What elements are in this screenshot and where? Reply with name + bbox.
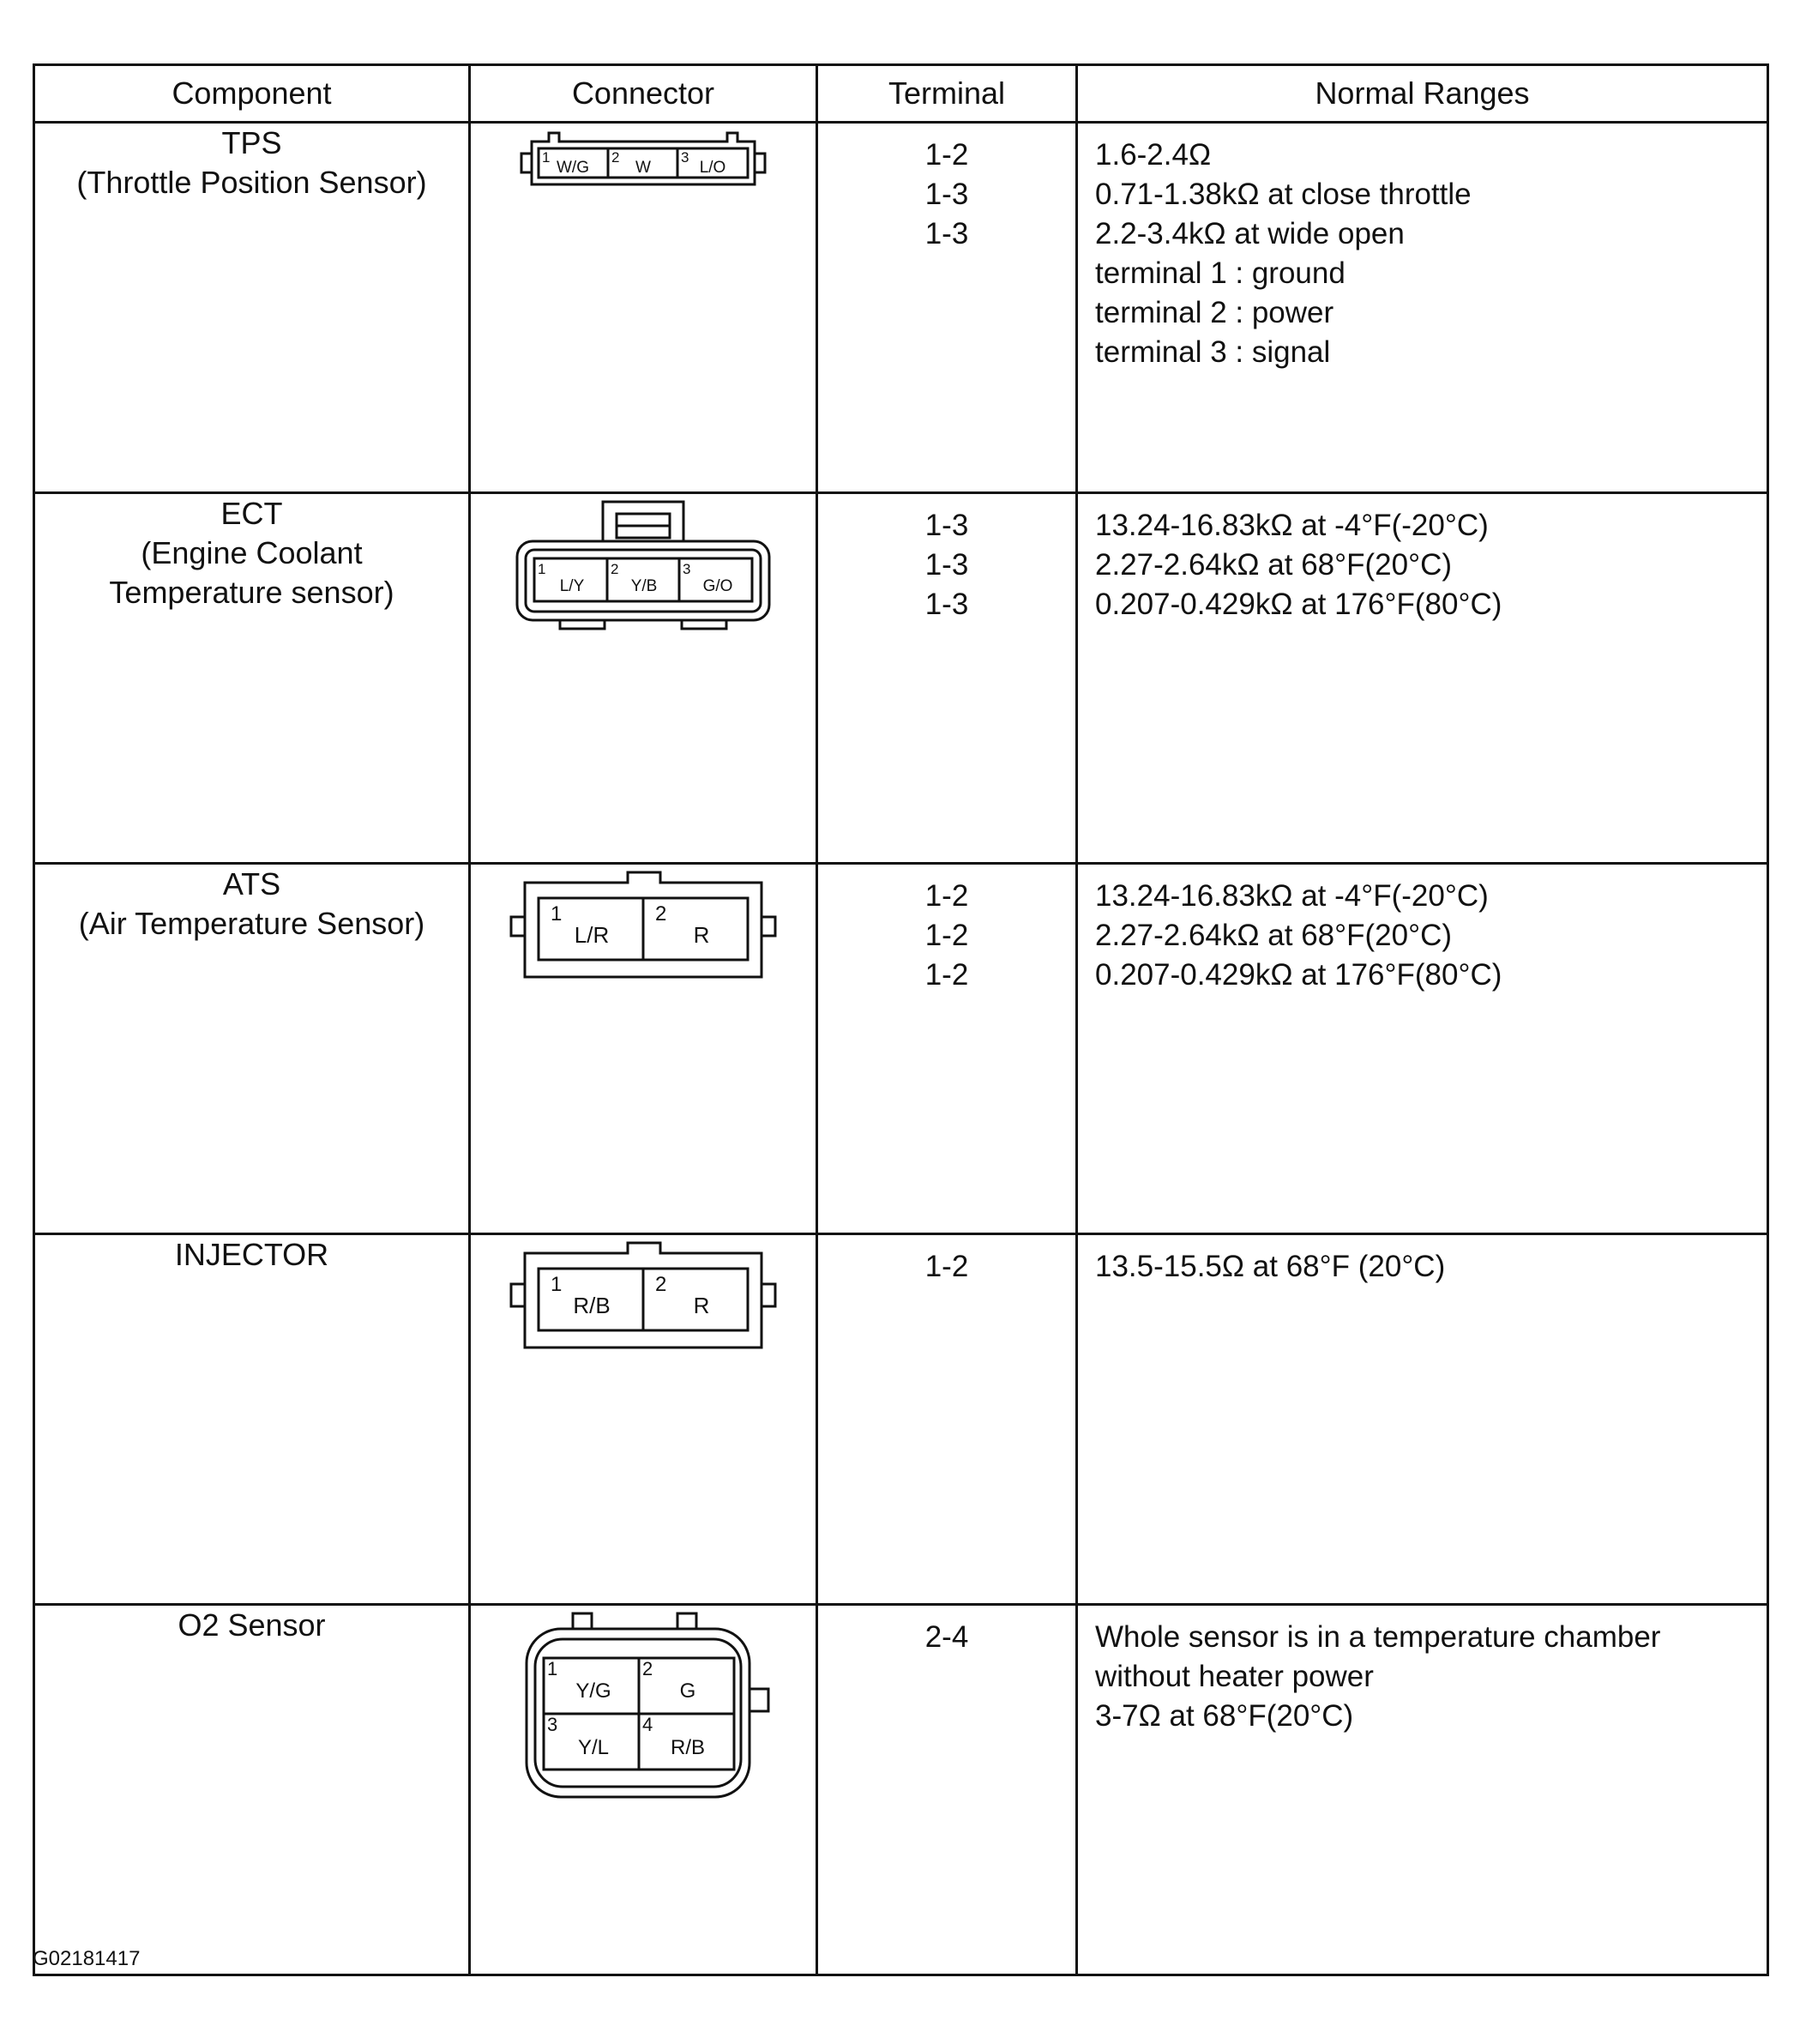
header-terminal: Terminal xyxy=(817,65,1077,123)
terminal-value: 1-3 xyxy=(924,548,969,582)
pin-number: 2 xyxy=(655,1273,667,1296)
pin-wire: R xyxy=(693,922,710,948)
range-line: 2.27-2.64kΩ at 68°F(20°C) xyxy=(1095,919,1453,952)
range-line: terminal 1 : ground xyxy=(1095,256,1345,290)
tps-connector-diagram xyxy=(515,124,772,202)
terminal-value: 1-2 xyxy=(924,919,969,952)
pin-number: 3 xyxy=(547,1714,558,1735)
connector-cell xyxy=(470,493,817,864)
terminal-value: 1-2 xyxy=(924,879,969,913)
range-line: 1.6-2.4Ω xyxy=(1095,138,1212,172)
component-cell xyxy=(34,1234,470,1605)
component-cell xyxy=(34,1605,470,1975)
ranges-cell xyxy=(1077,493,1768,864)
injector-connector-diagram xyxy=(506,1236,780,1356)
range-line: 2.27-2.64kΩ at 68°F(20°C) xyxy=(1095,548,1453,582)
table-row xyxy=(34,864,1768,1234)
range-line: terminal 3 : signal xyxy=(1095,335,1331,369)
component-cell xyxy=(34,864,470,1234)
figure-id: G02181417 xyxy=(33,1947,141,1970)
pin-wire: L/Y xyxy=(559,577,585,595)
pin-number: 2 xyxy=(655,902,667,926)
pin-number: 3 xyxy=(683,561,691,577)
range-line: 0.207-0.429kΩ at 176°F(80°C) xyxy=(1095,958,1502,992)
pin-number: 3 xyxy=(681,149,689,166)
pin-number: 4 xyxy=(642,1714,653,1735)
pin-number: 1 xyxy=(538,561,546,577)
pin-number: 2 xyxy=(642,1658,653,1679)
table-row xyxy=(34,1234,1768,1605)
component-name: ECT xyxy=(220,496,283,531)
range-line: 0.71-1.38kΩ at close throttle xyxy=(1095,178,1472,211)
range-line: 13.24-16.83kΩ at -4°F(-20°C) xyxy=(1095,509,1489,542)
ranges-cell xyxy=(1077,1234,1768,1605)
o2-sensor-connector-diagram xyxy=(515,1607,772,1804)
pin-number: 2 xyxy=(611,149,620,166)
terminal-cell xyxy=(817,123,1077,493)
range-line: Whole sensor is in a temperature chamber without heater power xyxy=(1095,1620,1661,1693)
connector-cell xyxy=(470,864,817,1234)
pin-number: 1 xyxy=(547,1658,558,1679)
terminal-cell xyxy=(817,1605,1077,1975)
range-line: 3-7Ω at 68°F(20°C) xyxy=(1095,1699,1354,1733)
connector-cell xyxy=(470,1234,817,1605)
connector-cell xyxy=(470,123,817,493)
terminal-cell xyxy=(817,1234,1077,1605)
header-row xyxy=(34,65,1768,123)
component-description: (Air Temperature Sensor) xyxy=(78,906,425,941)
terminal-value: 1-3 xyxy=(924,588,969,621)
ats-connector-diagram xyxy=(506,865,780,986)
header-component: Component xyxy=(34,65,470,123)
pin-wire: G xyxy=(679,1679,696,1703)
ect-connector-diagram xyxy=(510,495,776,632)
table-row xyxy=(34,123,1768,493)
connector-cell xyxy=(470,1605,817,1975)
component-name: TPS xyxy=(221,125,282,160)
terminal-value: 1-3 xyxy=(924,217,969,250)
range-line: 0.207-0.429kΩ at 176°F(80°C) xyxy=(1095,588,1502,621)
table-row xyxy=(34,493,1768,864)
ranges-cell xyxy=(1077,864,1768,1234)
pin-number: 1 xyxy=(551,902,563,926)
pin-wire: Y/G xyxy=(575,1679,611,1703)
pin-wire: R xyxy=(693,1293,710,1318)
component-name: O2 Sensor xyxy=(178,1607,326,1643)
range-line: 13.5-15.5Ω at 68°F (20°C) xyxy=(1095,1250,1446,1283)
pin-number: 1 xyxy=(551,1273,563,1296)
header-connector: Connector xyxy=(470,65,817,123)
pin-number: 2 xyxy=(611,561,619,577)
component-name: INJECTOR xyxy=(174,1237,329,1272)
table-row xyxy=(34,1605,1768,1975)
pin-wire: W/G xyxy=(557,159,589,177)
pin-wire: R/B xyxy=(573,1293,611,1318)
ranges-cell xyxy=(1077,1605,1768,1975)
pin-wire: W xyxy=(635,159,651,177)
pin-wire: L/O xyxy=(699,159,726,177)
header-normal-ranges: Normal Ranges xyxy=(1077,65,1768,123)
terminal-value: 1-3 xyxy=(924,509,969,542)
terminal-value: 1-3 xyxy=(924,178,969,211)
terminal-value: 1-2 xyxy=(924,138,969,172)
component-name: ATS xyxy=(222,866,281,901)
component-spec-table xyxy=(33,63,1769,1976)
component-cell xyxy=(34,493,470,864)
pin-number: 1 xyxy=(542,149,551,166)
terminal-value: 1-2 xyxy=(924,1250,969,1283)
pin-wire: G/O xyxy=(702,577,733,595)
terminal-value: 1-2 xyxy=(924,958,969,992)
component-cell xyxy=(34,123,470,493)
component-description: Temperature sensor) xyxy=(109,575,394,610)
terminal-cell xyxy=(817,864,1077,1234)
range-line: 13.24-16.83kΩ at -4°F(-20°C) xyxy=(1095,879,1489,913)
terminal-value: 2-4 xyxy=(924,1620,969,1654)
pin-wire: Y/L xyxy=(577,1736,610,1759)
component-description: (Engine Coolant xyxy=(141,535,363,570)
terminal-cell xyxy=(817,493,1077,864)
pin-wire: L/R xyxy=(574,922,610,948)
pin-wire: R/B xyxy=(670,1736,706,1759)
ranges-cell xyxy=(1077,123,1768,493)
range-line: terminal 2 : power xyxy=(1095,296,1334,329)
range-line: 2.2-3.4kΩ at wide open xyxy=(1095,217,1405,250)
pin-wire: Y/B xyxy=(630,577,658,595)
component-description: (Throttle Position Sensor) xyxy=(76,165,427,200)
